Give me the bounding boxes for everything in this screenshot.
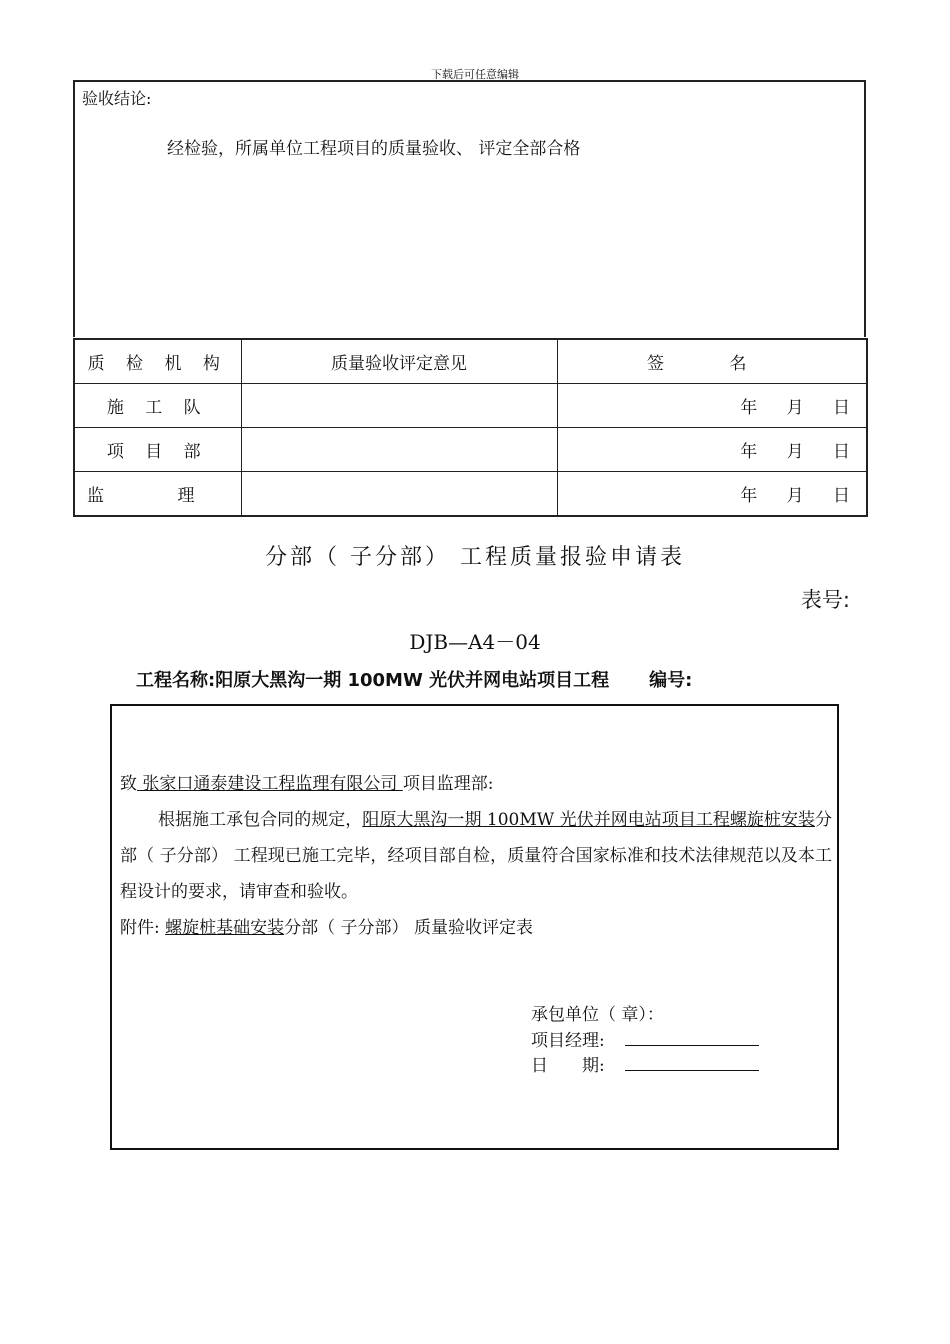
header-opinion: 质量验收评定意见 — [241, 339, 557, 384]
row-date: 年 月 日 — [557, 428, 867, 472]
manager-signature-line[interactable] — [625, 1031, 759, 1046]
supervisor-company: 张家口通泰建设工程监理有限公司 — [137, 774, 403, 794]
attachment-item: 螺旋桩基础安装 — [165, 918, 285, 938]
conclusion-text: 经检验，所属单位工程项目的质量验收、 评定全部合格 — [167, 139, 581, 159]
attachment-prefix: 附件: — [120, 918, 166, 938]
row-opinion-cell[interactable] — [241, 384, 557, 428]
addressee-prefix: 致 — [120, 774, 137, 794]
date-row — [531, 1051, 759, 1076]
date-label: 日 期: — [531, 1056, 605, 1076]
conclusion-label: 验收结论: — [82, 89, 152, 108]
table-row — [74, 384, 867, 428]
conclusion-box — [73, 80, 866, 337]
paragraph-body: 分部（ 子分部） 工程现已施工完毕，经项目部自检，质量符合国家标准和技术法律规范以及本工程设计的要求，请审查和验收。 — [120, 810, 833, 902]
serial-number-label: 编号: — [649, 670, 693, 691]
manager-label: 项目经理: — [531, 1031, 605, 1051]
attachment-line — [120, 910, 533, 946]
project-line — [136, 666, 692, 692]
application-paragraph — [120, 802, 832, 910]
row-date: 年 月 日 — [557, 384, 867, 428]
form-title: 分部（ 子分部） 工程质量报验申请表 — [265, 545, 685, 570]
row-org: 项 目 部 — [74, 428, 241, 472]
addressee-suffix: 项目监理部: — [402, 774, 494, 794]
contractor-unit-label: 承包单位（ 章）： — [531, 1005, 664, 1025]
table-header-row — [74, 339, 867, 384]
table-row — [74, 428, 867, 472]
row-org: 监 理 — [74, 472, 241, 517]
form-number-label: 表号: — [800, 588, 850, 612]
addressee-line — [120, 766, 494, 802]
header-org: 质 检 机 构 — [74, 339, 241, 384]
date-signature-line[interactable] — [625, 1056, 759, 1071]
row-date: 年 月 日 — [557, 472, 867, 517]
table-row — [74, 472, 867, 517]
header-signature: 签 名 — [557, 339, 867, 384]
project-label: 工程名称: — [136, 670, 216, 691]
form-code: DJB—A4－04 — [409, 630, 541, 654]
row-opinion-cell[interactable] — [241, 428, 557, 472]
row-org: 施 工 队 — [74, 384, 241, 428]
paragraph-lead: 根据施工承包合同的规定， — [158, 810, 363, 830]
manager-row — [531, 1026, 759, 1051]
attachment-suffix: 分部（ 子分部） 质量验收评定表 — [284, 918, 533, 938]
project-name: 阳原大黑沟一期 100MW 光伏并网电站项目工程 — [215, 670, 610, 691]
row-opinion-cell[interactable] — [241, 472, 557, 517]
paragraph-project: 阳原大黑沟一期 100MW 光伏并网电站项目工程螺旋桩安装 — [362, 810, 816, 830]
quality-signoff-table — [73, 338, 868, 517]
watermark-text: 下载后可任意编辑 — [431, 68, 519, 81]
